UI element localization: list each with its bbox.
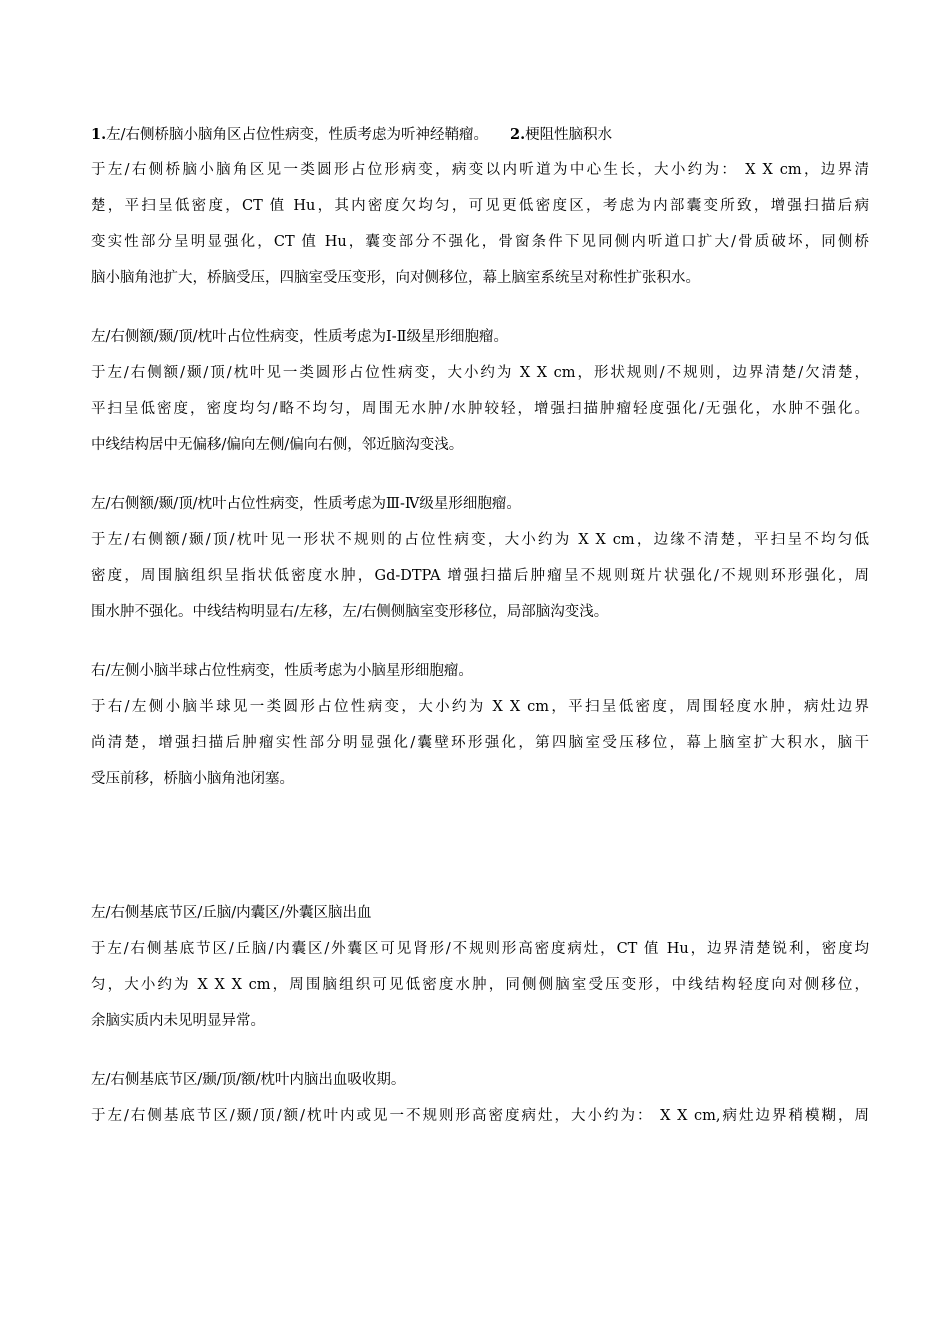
section-4-line-3: 受压前移，桥脑小脑角池闭塞。 [91,771,294,787]
section-3-line-3: 围水肿不强化。中线结构明显右/左移，左/右侧侧脑室变形移位，局部脑沟变浅。 [91,604,609,620]
section-1-line-1: 于左/右侧桥脑小脑角区见一类圆形占位形病变，病变以内听道为中心生长，大小约为： X X cm，边界清 [91,162,869,178]
section-3-line-2: 密度，周围脑组织呈指状低密度水肿，Gd-DTPA 增强扫描后肿瘤呈不规则斑片状强化/不规则环形强化，周 [91,568,869,584]
section-2-title: 左/右侧额/颞/顶/枕叶占位性病变，性质考虑为Ⅰ-Ⅱ级星形细胞瘤。 [91,329,509,345]
section-4-line-2: 尚清楚，增强扫描后肿瘤实性部分明显强化/囊壁环形强化，第四脑室受压移位，幕上脑室扩大积水，脑干 [91,735,869,751]
section-3-title: 左/右侧额/颞/顶/枕叶占位性病变，性质考虑为Ⅲ-Ⅳ级星形细胞瘤。 [91,496,521,512]
section-4-title: 右/左侧小脑半球占位性病变，性质考虑为小脑星形细胞瘤。 [91,663,473,679]
section-1-line-2: 楚，平扫呈低密度，CT 值 Hu，其内密度欠均匀，可见更低密度区，考虑为内部囊变所致，增强扫描后病 [91,198,869,214]
section-1-title-num-2: 2. [510,126,526,143]
section-1-title-text-2: 梗阻性脑积水 [525,127,613,143]
section-6-title: 左/右侧基底节区/颞/顶/额/枕叶内脑出血吸收期。 [91,1072,406,1088]
section-5-title: 左/右侧基底节区/丘脑/内囊区/外囊区脑出血 [91,905,372,921]
section-1-line-4: 脑小脑角池扩大，桥脑受压，四脑室受压变形，向对侧移位，幕上脑室系统呈对称性扩张积水。 [91,270,700,286]
section-1-title-text-1: 左/右侧桥脑小脑角区占位性病变，性质考虑为听神经鞘瘤。 [106,127,489,143]
section-2-line-1: 于左/右侧额/颞/顶/枕叶见一类圆形占位性病变，大小约为 X X cm，形状规则/不规则，边界清楚/欠清楚， [91,365,869,381]
document-body [91,125,869,1126]
section-5-line-3: 余脑实质内未见明显异常。 [91,1013,265,1029]
section-2-line-2: 平扫呈低密度，密度均匀/略不均匀，周围无水肿/水肿较轻，增强扫描肿瘤轻度强化/无强化，水肿不强化。 [91,401,869,417]
section-5-line-1: 于左/右侧基底节区/丘脑/内囊区/外囊区可见肾形/不规则形高密度病灶，CT 值 Hu，边界清楚锐利，密度均 [91,941,869,957]
section-1-title-num-1: 1. [91,126,107,143]
section-3-line-1: 于左/右侧额/颞/顶/枕叶见一形状不规则的占位性病变，大小约为 X X cm，边缘不清楚，平扫呈不均匀低 [91,532,869,548]
section-4-line-1: 于右/左侧小脑半球见一类圆形占位性病变，大小约为 X X cm，平扫呈低密度，周围轻度水肿，病灶边界 [91,699,869,715]
section-5-line-2: 匀，大小约为 X X X cm，周围脑组织可见低密度水肿，同侧侧脑室受压变形，中线结构轻度向对侧移位， [91,977,869,993]
section-1-title [91,125,869,144]
section-2-line-3: 中线结构居中无偏移/偏向左侧/偏向右侧，邻近脑沟变浅。 [91,437,464,453]
section-6-line-1: 于左/右侧基底节区/颞/顶/额/枕叶内或见一不规则形高密度病灶，大小约为： X X cm,病灶边界稍模糊，周 [91,1108,869,1124]
section-1-line-3: 变实性部分呈明显强化，CT 值 Hu，囊变部分不强化，骨窗条件下见同侧内听道口扩大/骨质破坏，同侧桥 [91,234,869,250]
